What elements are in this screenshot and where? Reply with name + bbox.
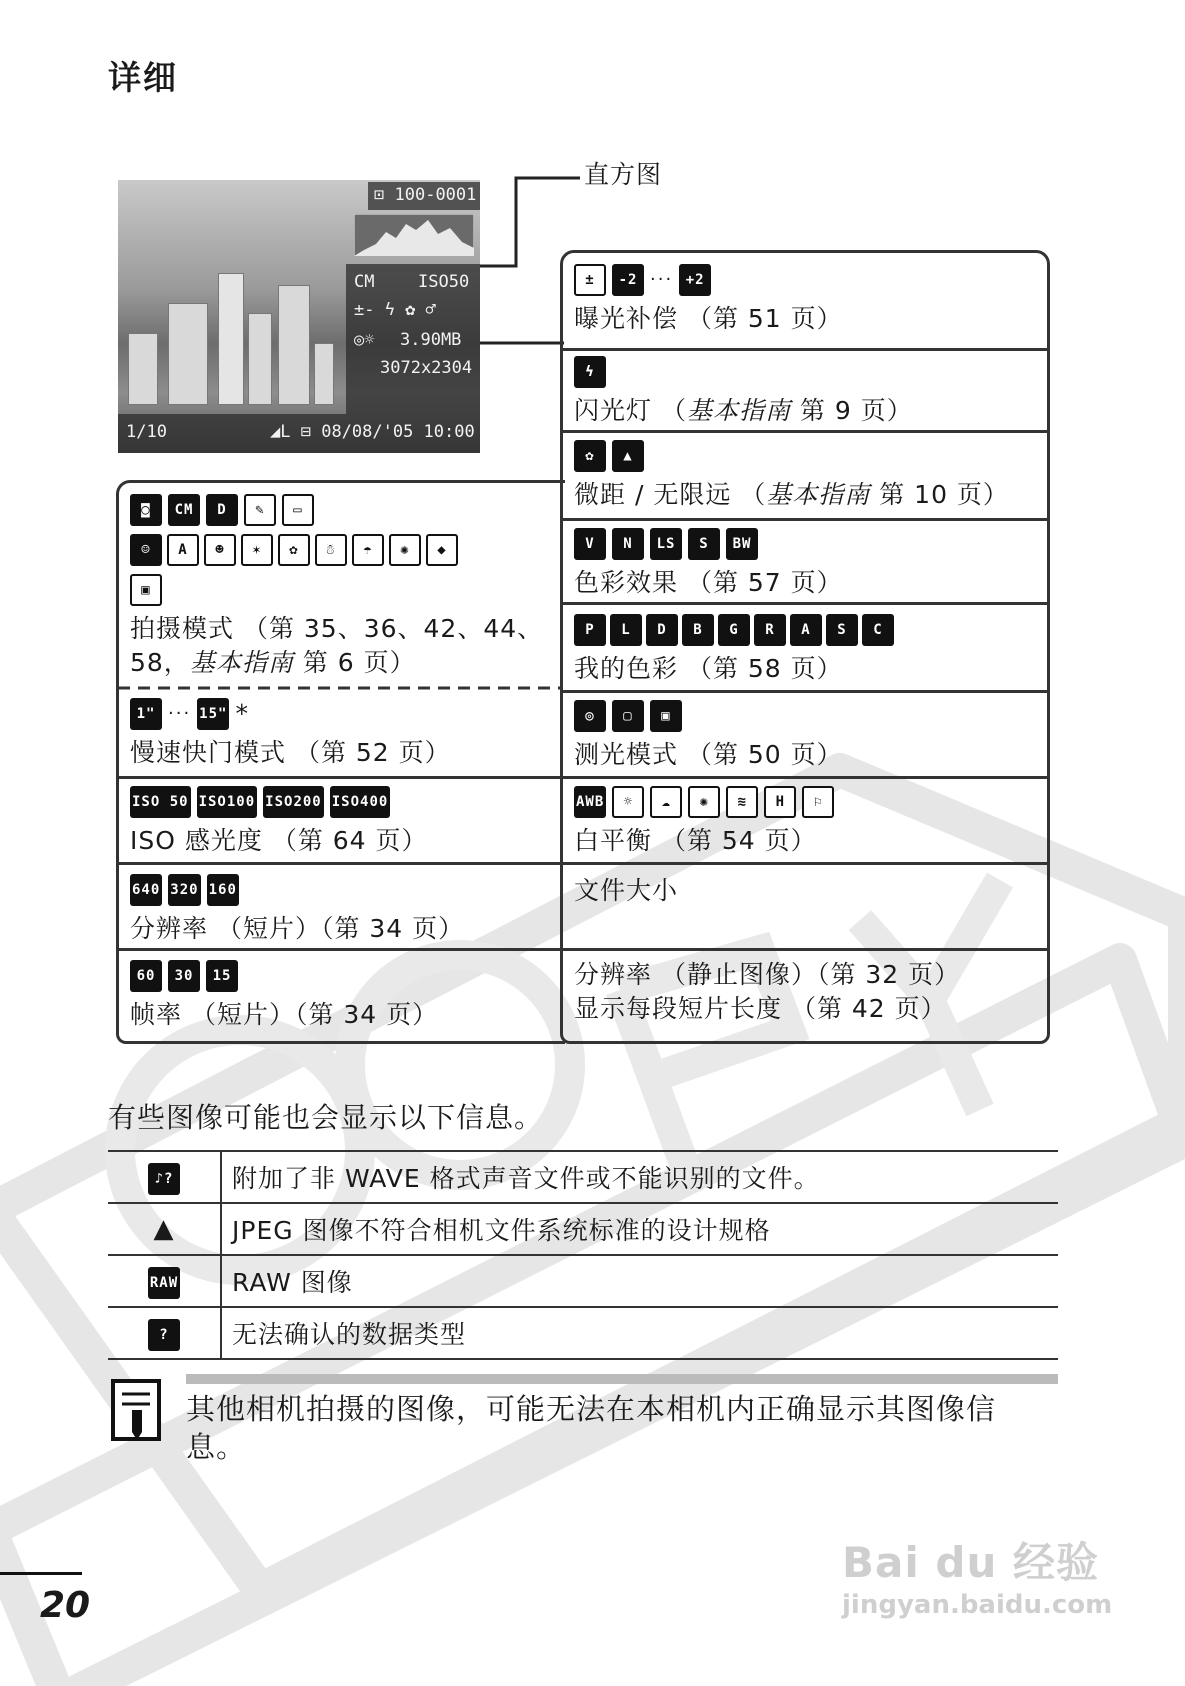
neutral-icon: N — [612, 528, 644, 560]
spot-metering-icon: ▣ — [650, 700, 682, 732]
shutter-1s-icon: 1" — [130, 698, 162, 730]
bw-icon: BW — [726, 528, 758, 560]
white-balance-label: 白平衡 （第 54 页） — [574, 826, 817, 855]
panel-leader-line — [480, 340, 564, 346]
daylight-icon: ☼ — [612, 786, 644, 818]
page-title: 详细 — [108, 58, 178, 97]
iso200-icon: ISO200 — [263, 786, 324, 818]
iso-label: ISO 感光度 （第 64 页） — [130, 826, 428, 855]
awb-icon: AWB — [574, 786, 606, 818]
exposure-minus-icon: -2 — [612, 264, 644, 296]
beach-icon: ☂ — [352, 534, 384, 566]
flash-icon: ϟ — [574, 356, 606, 388]
quality-icon: ◢L ⊟ — [270, 422, 311, 442]
my-color-g-icon: G — [718, 614, 750, 646]
auto-mode-icon: ◙ — [130, 494, 162, 526]
my-color-b-icon: B — [682, 614, 714, 646]
table-row: RAW RAW 图像 — [108, 1255, 1058, 1307]
fireworks-icon: ✶ — [241, 534, 273, 566]
flash-label: 闪光灯 （基本指南 第 9 页） — [574, 396, 913, 425]
my-color-p-icon: P — [574, 614, 606, 646]
file-size-label: 文件大小 — [574, 876, 679, 905]
stitch-assist-icon: ▭ — [282, 494, 314, 526]
fluorescent-icon: ≋ — [726, 786, 758, 818]
white-balance-cell — [562, 784, 834, 858]
fps-60-icon: 60 — [130, 960, 162, 992]
exposure-comp-icon: ± — [574, 264, 606, 296]
my-color-d-icon: D — [646, 614, 678, 646]
digital-macro-icon: D — [206, 494, 238, 526]
baidu-brand: Bai du 经验 — [842, 1538, 1099, 1587]
baidu-url: jingyan.baidu.com — [842, 1590, 1113, 1620]
cloudy-icon: ☁ — [650, 786, 682, 818]
file-size-cell — [562, 874, 678, 908]
settings-icons-row: ±- ϟ ✿ ♂ — [354, 300, 436, 320]
color-effect-cell — [562, 526, 843, 600]
unknown-data-icon: ? — [148, 1319, 180, 1351]
color-effect-label: 色彩效果 （第 57 页） — [574, 568, 843, 597]
slow-shutter-label: 慢速快门模式 （第 52 页） — [130, 738, 451, 767]
iso50-icon: ISO 50 — [130, 786, 191, 818]
macro-infinity-label: 微距 / 无限远 （基本指南 第 10 页） — [574, 480, 1009, 509]
my-color-r-icon: R — [754, 614, 786, 646]
protect-icon: ⊡ — [374, 185, 385, 205]
iso400-icon: ISO400 — [330, 786, 391, 818]
file-size: 3.90MB — [400, 330, 462, 350]
page-number: 20 — [40, 1585, 91, 1626]
portrait-icon: ☺ — [130, 534, 162, 566]
macro-infinity-cell — [562, 438, 1009, 512]
frame-rate-cell — [118, 958, 438, 1032]
mode-indicator: CM — [354, 272, 375, 292]
page-number-rule — [0, 1572, 82, 1575]
metering-cell — [562, 698, 843, 772]
shooting-mode-label-line1: 拍摄模式 （第 35、36、42、44、 — [130, 614, 544, 643]
histogram-label: 直方图 — [584, 160, 663, 189]
movie-resolution-label: 分辨率 （短片）（第 34 页） — [130, 914, 465, 943]
tungsten-icon: ✺ — [688, 786, 720, 818]
datetime: ◢L ⊟ 08/08/'05 10:00 — [270, 422, 475, 442]
res-160-icon: 160 — [207, 874, 239, 906]
unknown-sound-icon: ♪? — [148, 1163, 180, 1195]
infinity-icon: ▲ — [612, 440, 644, 472]
res-640-icon: 640 — [130, 874, 162, 906]
vivid-icon: V — [574, 528, 606, 560]
snow-icon: ☃ — [315, 534, 347, 566]
my-colors-label: 我的色彩 （第 58 页） — [574, 654, 843, 683]
fps-15-icon: 15 — [206, 960, 238, 992]
notes-table — [108, 1150, 1058, 1360]
shooting-mode-cell — [118, 492, 558, 680]
resolution-still-cell — [562, 958, 960, 1026]
shutter-15s-icon: 15" — [197, 698, 229, 730]
iso-cell — [118, 784, 428, 858]
movie-resolution-cell — [118, 872, 464, 946]
my-color-l-icon: L — [610, 614, 642, 646]
memo-text: 其他相机拍摄的图像，可能无法在本相机内正确显示其图像信 息。 — [186, 1392, 997, 1464]
exposure-compensation-label: 曝光补偿 （第 51 页） — [574, 304, 843, 333]
resolution-still-label: 分辨率 （静止图像）（第 32 页） — [574, 960, 961, 989]
underwater-icon: ◆ — [426, 534, 458, 566]
memo-icon — [110, 1378, 162, 1444]
iso-indicator: ISO50 — [418, 272, 470, 292]
flash-cell — [562, 354, 913, 428]
baidu-watermark — [842, 1530, 1112, 1620]
metering-wb-icons: ◎☼ — [354, 330, 375, 350]
movie-length-label: 显示每段短片长度 （第 42 页） — [574, 994, 947, 1023]
histogram-graph — [354, 214, 474, 256]
resolution: 3072x2304 — [380, 358, 473, 378]
my-colors-cell — [562, 612, 894, 686]
foliage-icon: ✿ — [278, 534, 310, 566]
table-row: ▲ JPEG 图像不符合相机文件系统标准的设计规格 — [108, 1203, 1058, 1255]
frame-count: 1/10 — [126, 422, 167, 442]
low-sharpen-icon: LS — [650, 528, 682, 560]
my-color-s-icon: S — [826, 614, 858, 646]
custom-wb-icon: ⚐ — [802, 786, 834, 818]
indoor-icon: ✺ — [389, 534, 421, 566]
shooting-mode-label-line2: 58，基本指南 第 6 页） — [130, 648, 416, 677]
camera-lcd-preview — [118, 180, 480, 453]
dashed-divider — [118, 686, 562, 690]
raw-icon: RAW — [148, 1267, 180, 1299]
sepia-icon: S — [688, 528, 720, 560]
macro-icon: ✿ — [574, 440, 606, 472]
my-color-c-icon: C — [862, 614, 894, 646]
exposure-compensation-cell: ± -2 ··· +2 曝光补偿 （第 51 页） — [562, 262, 843, 336]
res-320-icon: 320 — [168, 874, 200, 906]
exposure-plus-icon: +2 — [679, 264, 711, 296]
movie-mode-icon: ▣ — [130, 574, 162, 606]
warning-icon: ▲ — [153, 1214, 175, 1244]
file-number: ⊡ 100-0001 — [374, 185, 477, 205]
center-weighted-icon: ▢ — [612, 700, 644, 732]
slow-shutter-cell: 1" ··· 15" * 慢速快门模式 （第 52 页） — [118, 696, 451, 770]
evaluative-metering-icon: ◎ — [574, 700, 606, 732]
fluorescent-h-icon: H — [764, 786, 796, 818]
night-snapshot-icon: ☻ — [204, 534, 236, 566]
table-row: ♪? 附加了非 WAVE 格式声音文件或不能识别的文件。 — [108, 1151, 1058, 1203]
my-color-a-icon: A — [790, 614, 822, 646]
manual-mode-icon: CM — [168, 494, 200, 526]
color-accent-icon: ✎ — [244, 494, 276, 526]
fps-30-icon: 30 — [168, 960, 200, 992]
iso100-icon: ISO100 — [197, 786, 258, 818]
memo-bar — [186, 1374, 1058, 1384]
table-row: ? 无法确认的数据类型 — [108, 1307, 1058, 1359]
notes-intro: 有些图像可能也会显示以下信息。 — [108, 1101, 544, 1134]
frame-rate-label: 帧率 （短片）（第 34 页） — [130, 1000, 439, 1029]
landscape-icon: A — [167, 534, 199, 566]
metering-label: 测光模式 （第 50 页） — [574, 740, 843, 769]
